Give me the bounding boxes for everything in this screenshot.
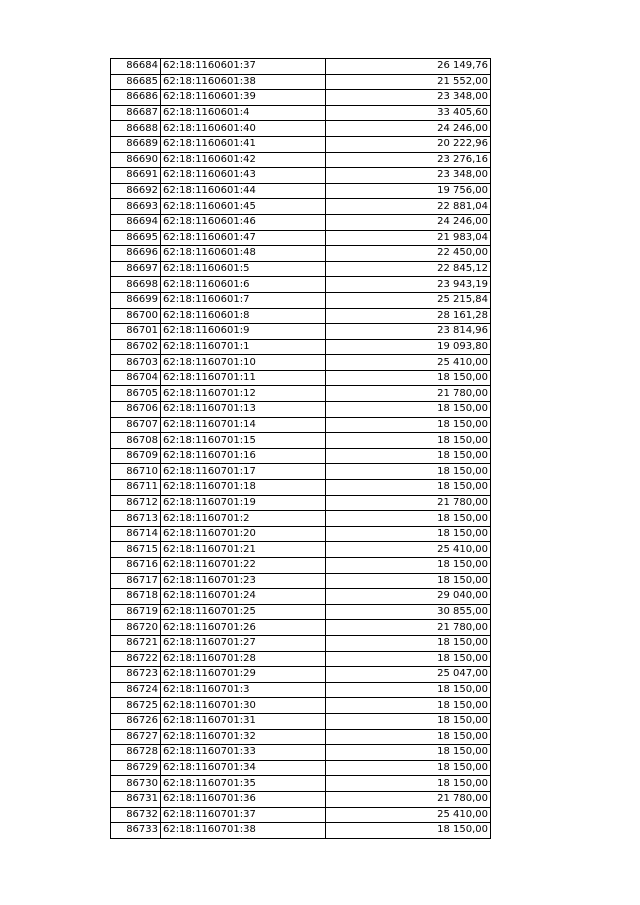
cadastral-number-cell: 62:18:1160701:36 (161, 791, 326, 807)
table-row (111, 90, 491, 106)
cadastral-value-cell: 18 150,00 (326, 698, 491, 714)
table-row (111, 682, 491, 698)
cadastral-value-cell: 19 756,00 (326, 183, 491, 199)
cadastral-value-cell: 18 150,00 (326, 651, 491, 667)
row-number-cell: 86721 (111, 635, 161, 651)
table-row (111, 558, 491, 574)
table-row (111, 667, 491, 683)
table-row (111, 105, 491, 121)
cadastral-number-cell: 62:18:1160601:41 (161, 136, 326, 152)
cadastral-number-cell: 62:18:1160701:10 (161, 355, 326, 371)
cadastral-number-cell: 62:18:1160701:20 (161, 526, 326, 542)
cadastral-value-cell: 23 348,00 (326, 168, 491, 184)
cadastral-value-cell: 22 845,12 (326, 261, 491, 277)
cadastral-number-cell: 62:18:1160701:28 (161, 651, 326, 667)
cadastral-value-cell: 19 093,80 (326, 339, 491, 355)
cadastral-value-cell: 18 150,00 (326, 417, 491, 433)
table-row (111, 589, 491, 605)
table-row (111, 526, 491, 542)
table-row (111, 791, 491, 807)
row-number-cell: 86726 (111, 713, 161, 729)
cadastral-number-cell: 62:18:1160701:23 (161, 573, 326, 589)
table-row (111, 729, 491, 745)
row-number-cell: 86698 (111, 277, 161, 293)
table-row (111, 542, 491, 558)
table-row (111, 277, 491, 293)
cadastral-value-cell: 23 348,00 (326, 90, 491, 106)
row-number-cell: 86700 (111, 308, 161, 324)
cadastral-value-cell: 18 150,00 (326, 480, 491, 496)
cadastral-value-cell: 22 881,04 (326, 199, 491, 215)
cadastral-number-cell: 62:18:1160601:48 (161, 246, 326, 262)
cadastral-value-cell: 21 780,00 (326, 386, 491, 402)
cadastral-number-cell: 62:18:1160701:37 (161, 807, 326, 823)
row-number-cell: 86687 (111, 105, 161, 121)
row-number-cell: 86720 (111, 620, 161, 636)
table-row (111, 745, 491, 761)
row-number-cell: 86712 (111, 495, 161, 511)
table-row (111, 433, 491, 449)
cadastral-number-cell: 62:18:1160601:6 (161, 277, 326, 293)
cadastral-number-cell: 62:18:1160701:32 (161, 729, 326, 745)
cadastral-number-cell: 62:18:1160701:13 (161, 402, 326, 418)
row-number-cell: 86702 (111, 339, 161, 355)
cadastral-number-cell: 62:18:1160701:29 (161, 667, 326, 683)
cadastral-value-cell: 29 040,00 (326, 589, 491, 605)
cadastral-value-cell: 23 814,96 (326, 324, 491, 340)
cadastral-value-cell: 18 150,00 (326, 713, 491, 729)
cadastral-number-cell: 62:18:1160701:35 (161, 776, 326, 792)
cadastral-value-cell: 18 150,00 (326, 511, 491, 527)
cadastral-number-cell: 62:18:1160701:27 (161, 635, 326, 651)
table-row (111, 651, 491, 667)
table-row (111, 823, 491, 839)
cadastral-number-cell: 62:18:1160701:18 (161, 480, 326, 496)
row-number-cell: 86684 (111, 59, 161, 75)
table-row (111, 292, 491, 308)
row-number-cell: 86695 (111, 230, 161, 246)
table-row (111, 199, 491, 215)
cadastral-value-cell: 24 246,00 (326, 214, 491, 230)
cadastral-number-cell: 62:18:1160701:22 (161, 558, 326, 574)
row-number-cell: 86689 (111, 136, 161, 152)
row-number-cell: 86730 (111, 776, 161, 792)
cadastral-number-cell: 62:18:1160601:5 (161, 261, 326, 277)
cadastral-value-cell: 18 150,00 (326, 682, 491, 698)
table-row (111, 121, 491, 137)
cadastral-value-cell: 21 780,00 (326, 791, 491, 807)
row-number-cell: 86696 (111, 246, 161, 262)
cadastral-number-cell: 62:18:1160701:2 (161, 511, 326, 527)
row-number-cell: 86690 (111, 152, 161, 168)
table-row (111, 495, 491, 511)
cadastral-number-cell: 62:18:1160601:42 (161, 152, 326, 168)
table-row (111, 74, 491, 90)
cadastral-value-cell: 21 983,04 (326, 230, 491, 246)
cadastral-number-cell: 62:18:1160701:31 (161, 713, 326, 729)
table-row (111, 760, 491, 776)
cadastral-number-cell: 62:18:1160601:45 (161, 199, 326, 215)
cadastral-value-cell: 21 552,00 (326, 74, 491, 90)
cadastral-value-cell: 18 150,00 (326, 745, 491, 761)
cadastral-number-cell: 62:18:1160701:15 (161, 433, 326, 449)
row-number-cell: 86723 (111, 667, 161, 683)
row-number-cell: 86710 (111, 464, 161, 480)
cadastral-value-cell: 25 410,00 (326, 807, 491, 823)
cadastral-value-cell: 18 150,00 (326, 558, 491, 574)
cadastral-value-cell: 18 150,00 (326, 760, 491, 776)
row-number-cell: 86691 (111, 168, 161, 184)
cadastral-number-cell: 62:18:1160701:24 (161, 589, 326, 605)
table-row (111, 386, 491, 402)
table-row (111, 59, 491, 75)
cadastral-number-cell: 62:18:1160701:3 (161, 682, 326, 698)
cadastral-number-cell: 62:18:1160601:39 (161, 90, 326, 106)
table-row (111, 573, 491, 589)
row-number-cell: 86692 (111, 183, 161, 199)
cadastral-number-cell: 62:18:1160601:37 (161, 59, 326, 75)
cadastral-number-cell: 62:18:1160601:40 (161, 121, 326, 137)
table-row (111, 698, 491, 714)
row-number-cell: 86701 (111, 324, 161, 340)
cadastral-number-cell: 62:18:1160701:19 (161, 495, 326, 511)
table-row (111, 246, 491, 262)
row-number-cell: 86709 (111, 448, 161, 464)
table-row (111, 511, 491, 527)
cadastral-number-cell: 62:18:1160701:21 (161, 542, 326, 558)
cadastral-value-table (110, 58, 491, 839)
row-number-cell: 86697 (111, 261, 161, 277)
row-number-cell: 86686 (111, 90, 161, 106)
table-row (111, 324, 491, 340)
cadastral-number-cell: 62:18:1160601:47 (161, 230, 326, 246)
table-row (111, 168, 491, 184)
row-number-cell: 86711 (111, 480, 161, 496)
table-row (111, 464, 491, 480)
table-row (111, 402, 491, 418)
cadastral-value-cell: 25 410,00 (326, 542, 491, 558)
cadastral-number-cell: 62:18:1160701:33 (161, 745, 326, 761)
row-number-cell: 86693 (111, 199, 161, 215)
cadastral-number-cell: 62:18:1160601:4 (161, 105, 326, 121)
table-body (111, 59, 491, 839)
cadastral-number-cell: 62:18:1160701:12 (161, 386, 326, 402)
cadastral-value-cell: 18 150,00 (326, 370, 491, 386)
cadastral-value-cell: 18 150,00 (326, 573, 491, 589)
cadastral-number-cell: 62:18:1160701:1 (161, 339, 326, 355)
cadastral-value-cell: 21 780,00 (326, 495, 491, 511)
table-row (111, 635, 491, 651)
row-number-cell: 86732 (111, 807, 161, 823)
row-number-cell: 86717 (111, 573, 161, 589)
cadastral-number-cell: 62:18:1160601:44 (161, 183, 326, 199)
row-number-cell: 86685 (111, 74, 161, 90)
cadastral-value-cell: 25 047,00 (326, 667, 491, 683)
cadastral-number-cell: 62:18:1160601:38 (161, 74, 326, 90)
row-number-cell: 86733 (111, 823, 161, 839)
cadastral-value-cell: 18 150,00 (326, 526, 491, 542)
cadastral-number-cell: 62:18:1160701:26 (161, 620, 326, 636)
cadastral-number-cell: 62:18:1160701:30 (161, 698, 326, 714)
row-number-cell: 86729 (111, 760, 161, 776)
cadastral-number-cell: 62:18:1160601:43 (161, 168, 326, 184)
table-row (111, 604, 491, 620)
cadastral-value-cell: 18 150,00 (326, 464, 491, 480)
cadastral-number-cell: 62:18:1160701:34 (161, 760, 326, 776)
cadastral-value-cell: 30 855,00 (326, 604, 491, 620)
table-row (111, 183, 491, 199)
row-number-cell: 86705 (111, 386, 161, 402)
table-row (111, 152, 491, 168)
row-number-cell: 86699 (111, 292, 161, 308)
cadastral-number-cell: 62:18:1160701:16 (161, 448, 326, 464)
table-row (111, 230, 491, 246)
row-number-cell: 86714 (111, 526, 161, 542)
cadastral-value-cell: 23 276,16 (326, 152, 491, 168)
row-number-cell: 86731 (111, 791, 161, 807)
cadastral-value-cell: 22 450,00 (326, 246, 491, 262)
table-row (111, 261, 491, 277)
row-number-cell: 86727 (111, 729, 161, 745)
cadastral-value-cell: 21 780,00 (326, 620, 491, 636)
table-row (111, 370, 491, 386)
cadastral-value-cell: 18 150,00 (326, 776, 491, 792)
row-number-cell: 86688 (111, 121, 161, 137)
row-number-cell: 86694 (111, 214, 161, 230)
cadastral-value-cell: 24 246,00 (326, 121, 491, 137)
row-number-cell: 86716 (111, 558, 161, 574)
cadastral-value-cell: 33 405,60 (326, 105, 491, 121)
row-number-cell: 86703 (111, 355, 161, 371)
row-number-cell: 86706 (111, 402, 161, 418)
cadastral-value-cell: 25 410,00 (326, 355, 491, 371)
cadastral-value-cell: 20 222,96 (326, 136, 491, 152)
table-row (111, 776, 491, 792)
cadastral-value-cell: 25 215,84 (326, 292, 491, 308)
cadastral-number-cell: 62:18:1160701:17 (161, 464, 326, 480)
cadastral-number-cell: 62:18:1160601:7 (161, 292, 326, 308)
cadastral-number-cell: 62:18:1160601:46 (161, 214, 326, 230)
row-number-cell: 86719 (111, 604, 161, 620)
table-row (111, 136, 491, 152)
table-row (111, 713, 491, 729)
table-row (111, 620, 491, 636)
table-row (111, 807, 491, 823)
cadastral-value-cell: 18 150,00 (326, 823, 491, 839)
row-number-cell: 86713 (111, 511, 161, 527)
row-number-cell: 86704 (111, 370, 161, 386)
cadastral-number-cell: 62:18:1160601:8 (161, 308, 326, 324)
table-row (111, 417, 491, 433)
row-number-cell: 86718 (111, 589, 161, 605)
cadastral-value-cell: 18 150,00 (326, 729, 491, 745)
cadastral-number-cell: 62:18:1160601:9 (161, 324, 326, 340)
row-number-cell: 86725 (111, 698, 161, 714)
table-row (111, 339, 491, 355)
row-number-cell: 86722 (111, 651, 161, 667)
table-row (111, 448, 491, 464)
cadastral-number-cell: 62:18:1160701:11 (161, 370, 326, 386)
table-row (111, 308, 491, 324)
cadastral-number-cell: 62:18:1160701:25 (161, 604, 326, 620)
cadastral-value-cell: 18 150,00 (326, 635, 491, 651)
table-row (111, 480, 491, 496)
cadastral-value-cell: 18 150,00 (326, 448, 491, 464)
cadastral-value-cell: 26 149,76 (326, 59, 491, 75)
row-number-cell: 86724 (111, 682, 161, 698)
cadastral-value-cell: 28 161,28 (326, 308, 491, 324)
row-number-cell: 86715 (111, 542, 161, 558)
row-number-cell: 86707 (111, 417, 161, 433)
row-number-cell: 86728 (111, 745, 161, 761)
table-row (111, 355, 491, 371)
cadastral-value-cell: 23 943,19 (326, 277, 491, 293)
cadastral-value-cell: 18 150,00 (326, 402, 491, 418)
cadastral-value-cell: 18 150,00 (326, 433, 491, 449)
cadastral-number-cell: 62:18:1160701:38 (161, 823, 326, 839)
table-row (111, 214, 491, 230)
cadastral-number-cell: 62:18:1160701:14 (161, 417, 326, 433)
row-number-cell: 86708 (111, 433, 161, 449)
